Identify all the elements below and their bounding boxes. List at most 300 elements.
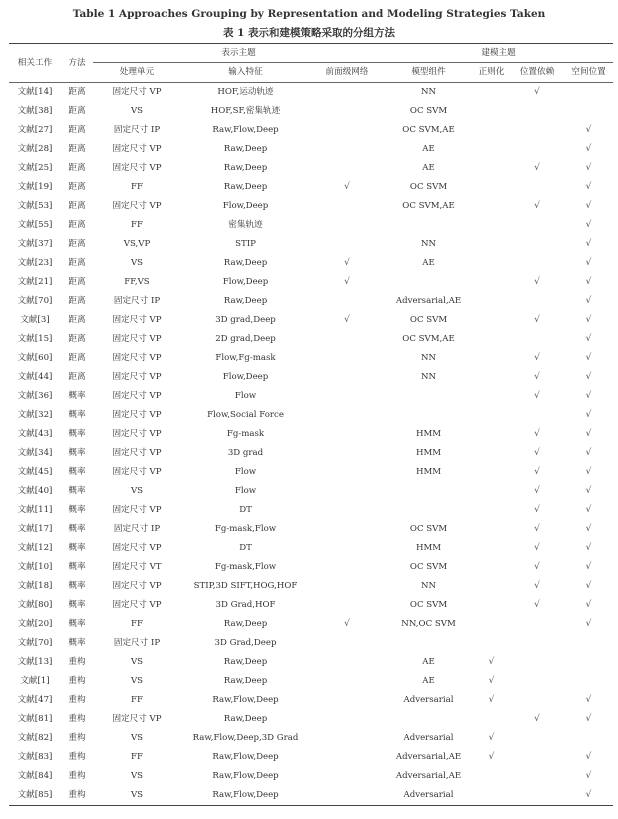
cell-method: 距离 (68, 106, 86, 116)
cell-related-work: 文献[18] (17, 581, 53, 591)
cell-model-component: Adversarial,AE (395, 771, 462, 781)
cell-model-component: NN (421, 87, 437, 97)
table-title-chinese: 表 1 表示和建模策略采取的分组方法 (222, 27, 396, 39)
cell-regularization (473, 368, 510, 387)
cell-regularization (473, 349, 510, 368)
cell-spatial-position: √ (585, 315, 592, 325)
cell-method: 距离 (68, 87, 86, 97)
cell-input-feature: 3D Grad,HOF (215, 600, 276, 610)
cell-model-component: NN (421, 353, 437, 363)
cell-regularization (473, 767, 510, 786)
table-row (9, 387, 613, 406)
table-row (9, 634, 613, 653)
table-row (9, 83, 613, 103)
approaches-table (9, 43, 613, 806)
table-row (9, 159, 613, 178)
header-method: 方法 (61, 44, 93, 83)
cell-input-feature: Raw,Flow,Deep (212, 695, 279, 705)
cell-pre-network (310, 292, 384, 311)
cell-related-work: 文献[3] (20, 315, 50, 325)
cell-spatial-position: √ (585, 201, 592, 211)
cell-regularization (473, 140, 510, 159)
cell-spatial-position: √ (585, 296, 592, 306)
cell-model-component: NN,OC SVM (401, 619, 456, 629)
cell-position-dependency (510, 672, 564, 691)
cell-spatial-position (564, 83, 613, 103)
cell-spatial-position: √ (585, 410, 592, 420)
table-title-english: Table 1 Approaches Grouping by Representation and Modeling Strategies Taken (72, 8, 546, 20)
cell-method: 距离 (68, 125, 86, 135)
cell-spatial-position: √ (585, 581, 592, 591)
cell-method: 概率 (68, 638, 86, 648)
cell-processing-unit: VS (130, 676, 144, 686)
cell-position-dependency: √ (534, 486, 540, 496)
cell-method: 概率 (68, 467, 86, 477)
cell-model-component: HMM (415, 543, 442, 553)
cell-method: 距离 (68, 372, 86, 382)
table-row (9, 254, 613, 273)
cell-related-work: 文献[28] (17, 144, 53, 154)
cell-pre-network (310, 748, 384, 767)
cell-regularization (473, 178, 510, 197)
cell-spatial-position: √ (585, 448, 592, 458)
cell-spatial-position: √ (585, 220, 592, 230)
cell-related-work: 文献[23] (17, 258, 53, 268)
cell-position-dependency: √ (534, 448, 540, 458)
cell-model-component: OC SVM,AE (402, 201, 455, 211)
cell-model-component: OC SVM,AE (402, 334, 455, 344)
cell-position-dependency (510, 254, 564, 273)
cell-related-work: 文献[20] (17, 619, 53, 629)
cell-position-dependency: √ (534, 277, 540, 287)
cell-model-component: NN (421, 372, 437, 382)
table-row (9, 197, 613, 216)
cell-input-feature: Flow,Social Force (207, 410, 284, 420)
cell-model-component (384, 634, 473, 653)
cell-input-feature: Raw,Deep (223, 163, 268, 173)
table-row (9, 520, 613, 539)
cell-model-component: OC SVM,AE (402, 125, 455, 135)
cell-position-dependency (510, 406, 564, 425)
cell-method: 概率 (68, 581, 86, 591)
cell-related-work: 文献[44] (17, 372, 53, 382)
cell-regularization (473, 159, 510, 178)
cell-input-feature: Flow,Fg-mask (215, 353, 276, 363)
cell-spatial-position: √ (585, 334, 592, 344)
header-processing-unit: 处理单元 (93, 63, 181, 83)
cell-processing-unit: 固定尺寸 VP (112, 87, 162, 97)
cell-spatial-position: √ (585, 258, 592, 268)
cell-model-component: HMM (415, 429, 442, 439)
cell-position-dependency (510, 178, 564, 197)
cell-pre-network (310, 710, 384, 729)
cell-processing-unit: FF (131, 182, 143, 192)
cell-regularization: √ (488, 657, 495, 667)
cell-pre-network (310, 102, 384, 121)
cell-related-work: 文献[83] (17, 752, 53, 762)
cell-related-work: 文献[25] (17, 163, 53, 173)
cell-pre-network (310, 672, 384, 691)
cell-position-dependency (510, 729, 564, 748)
cell-position-dependency (510, 235, 564, 254)
cell-position-dependency: √ (534, 163, 540, 173)
cell-processing-unit: 固定尺寸 VP (112, 334, 162, 344)
cell-regularization: √ (488, 752, 495, 762)
cell-position-dependency (510, 786, 564, 806)
cell-regularization (473, 121, 510, 140)
cell-method: 概率 (68, 505, 86, 515)
cell-model-component (384, 482, 473, 501)
cell-related-work: 文献[47] (17, 695, 53, 705)
cell-method: 距离 (68, 163, 86, 173)
cell-spatial-position (564, 672, 613, 691)
cell-method: 重构 (61, 786, 93, 806)
cell-processing-unit: VS (93, 786, 181, 806)
cell-pre-network (310, 786, 384, 806)
cell-position-dependency (510, 634, 564, 653)
cell-position-dependency: √ (534, 372, 540, 382)
cell-processing-unit: 固定尺寸 VP (112, 410, 162, 420)
cell-method: 距离 (68, 201, 86, 211)
cell-spatial-position: √ (585, 695, 592, 705)
cell-related-work: 文献[40] (17, 486, 53, 496)
cell-processing-unit: 固定尺寸 VP (112, 581, 162, 591)
cell-method: 概率 (68, 448, 86, 458)
table-row (9, 767, 613, 786)
cell-related-work: 文献[53] (17, 201, 53, 211)
cell-regularization (473, 330, 510, 349)
cell-method: 重构 (68, 676, 86, 686)
cell-model-component (384, 406, 473, 425)
header-position-dependency: 位置依赖 (510, 63, 564, 83)
cell-processing-unit: 固定尺寸 VP (112, 600, 162, 610)
table-row (9, 235, 613, 254)
cell-processing-unit: 固定尺寸 VP (112, 448, 162, 458)
cell-pre-network (310, 121, 384, 140)
cell-pre-network (310, 634, 384, 653)
cell-processing-unit: VS (130, 486, 144, 496)
cell-position-dependency: √ (534, 201, 540, 211)
cell-spatial-position: √ (585, 277, 592, 287)
cell-related-work: 文献[11] (17, 505, 53, 515)
cell-position-dependency (510, 330, 564, 349)
cell-regularization (473, 406, 510, 425)
cell-input-feature: Flow (234, 467, 257, 477)
cell-input-feature: Raw,Deep (223, 296, 268, 306)
table-row (9, 368, 613, 387)
cell-input-feature: 2D grad,Deep (215, 334, 276, 344)
table-row (9, 786, 613, 806)
cell-spatial-position: √ (585, 714, 592, 724)
cell-processing-unit: FF (131, 619, 143, 629)
cell-spatial-position: √ (585, 600, 592, 610)
cell-processing-unit: 固定尺寸 VP (112, 372, 162, 382)
cell-processing-unit: VS (130, 771, 144, 781)
table-row (9, 463, 613, 482)
cell-regularization (473, 273, 510, 292)
cell-related-work: 文献[43] (17, 429, 53, 439)
cell-processing-unit: 固定尺寸 VP (112, 543, 162, 553)
table-row (9, 501, 613, 520)
cell-input-feature: DT (239, 543, 252, 553)
table-row (9, 102, 613, 121)
cell-processing-unit: FF,VS (124, 277, 150, 287)
cell-model-component (384, 387, 473, 406)
cell-spatial-position (564, 653, 613, 672)
cell-spatial-position: √ (585, 391, 592, 401)
table-row (9, 482, 613, 501)
cell-pre-network (310, 425, 384, 444)
cell-related-work: 文献[32] (17, 410, 53, 420)
cell-processing-unit: FF (131, 752, 143, 762)
cell-processing-unit: 固定尺寸 VP (112, 714, 162, 724)
cell-input-feature: Flow (234, 391, 257, 401)
cell-related-work: 文献[15] (17, 334, 53, 344)
cell-method: 概率 (68, 391, 86, 401)
cell-position-dependency (510, 748, 564, 767)
cell-input-feature: Raw,Flow,Deep (212, 752, 279, 762)
cell-input-feature: Flow,Deep (222, 372, 269, 382)
table-row (9, 748, 613, 767)
cell-related-work: 文献[36] (17, 391, 53, 401)
cell-pre-network: √ (344, 258, 350, 268)
table-row (9, 425, 613, 444)
cell-method: 概率 (68, 543, 86, 553)
cell-related-work: 文献[70] (17, 296, 53, 306)
table-row (9, 672, 613, 691)
cell-model-component: HMM (415, 448, 442, 458)
cell-model-component: Adversarial,AE (395, 296, 462, 306)
cell-position-dependency (510, 292, 564, 311)
cell-regularization (473, 292, 510, 311)
cell-pre-network (310, 197, 384, 216)
cell-input-feature: Raw,Flow,Deep,3D Grad (192, 733, 299, 743)
cell-spatial-position: √ (585, 353, 592, 363)
cell-method: 重构 (68, 714, 86, 724)
cell-input-feature: 3D grad (227, 448, 264, 458)
cell-pre-network (310, 729, 384, 748)
cell-position-dependency: √ (534, 600, 540, 610)
cell-pre-network (310, 349, 384, 368)
cell-spatial-position: √ (585, 144, 592, 154)
table-row (9, 577, 613, 596)
cell-method: 距离 (68, 277, 86, 287)
cell-model-component (384, 710, 473, 729)
header-modeling-group: 建模主题 (384, 44, 613, 63)
cell-model-component: OC SVM (409, 600, 448, 610)
cell-related-work: 文献[82] (17, 733, 53, 743)
cell-input-feature: STIP,3D SIFT,HOG,HOF (193, 581, 298, 591)
cell-spatial-position: √ (585, 752, 592, 762)
header-spatial-position: 空间位置 (564, 63, 613, 83)
header-model-component: 模型组件 (384, 63, 473, 83)
cell-related-work: 文献[21] (17, 277, 53, 287)
cell-method: 距离 (68, 239, 86, 249)
table-row (9, 710, 613, 729)
cell-pre-network: √ (344, 182, 350, 192)
cell-regularization (473, 83, 510, 103)
cell-pre-network (310, 387, 384, 406)
cell-position-dependency: √ (534, 315, 540, 325)
cell-model-component: OC SVM (409, 315, 448, 325)
cell-model-component: AE (422, 163, 435, 173)
cell-processing-unit: FF (131, 695, 143, 705)
cell-input-feature: Raw,Flow,Deep (212, 125, 279, 135)
cell-related-work: 文献[45] (17, 467, 53, 477)
cell-regularization (473, 197, 510, 216)
cell-input-feature: Raw,Deep (223, 258, 268, 268)
cell-pre-network (310, 558, 384, 577)
cell-position-dependency (510, 653, 564, 672)
cell-pre-network (310, 539, 384, 558)
cell-processing-unit: 固定尺寸 VP (112, 467, 162, 477)
cell-position-dependency (510, 121, 564, 140)
table-row (9, 292, 613, 311)
table-row (9, 444, 613, 463)
table-row (9, 691, 613, 710)
cell-pre-network (310, 691, 384, 710)
cell-pre-network: √ (344, 619, 350, 629)
cell-related-work: 文献[27] (17, 125, 53, 135)
cell-regularization (473, 482, 510, 501)
header-input-feature: 输入特征 (181, 63, 310, 83)
cell-related-work: 文献[81] (17, 714, 53, 724)
cell-regularization (473, 558, 510, 577)
cell-regularization (473, 463, 510, 482)
cell-input-feature: Raw,Deep (223, 619, 268, 629)
cell-method: 概率 (68, 524, 86, 534)
cell-input-feature: Raw,Deep (223, 144, 268, 154)
cell-pre-network: √ (344, 277, 350, 287)
table-row (9, 558, 613, 577)
cell-position-dependency: √ (534, 467, 540, 477)
cell-regularization (473, 520, 510, 539)
cell-spatial-position: √ (585, 182, 592, 192)
cell-pre-network (310, 140, 384, 159)
cell-processing-unit: 固定尺寸 VP (112, 201, 162, 211)
cell-position-dependency (510, 615, 564, 634)
header-representation-group: 表示主题 (93, 44, 384, 63)
cell-spatial-position: √ (585, 771, 592, 781)
cell-model-component: AE (422, 657, 435, 667)
cell-regularization (473, 634, 510, 653)
cell-position-dependency: √ (534, 87, 540, 97)
cell-input-feature: Flow (234, 486, 257, 496)
cell-processing-unit: VS (130, 258, 144, 268)
cell-spatial-position: √ (585, 429, 592, 439)
cell-processing-unit: 固定尺寸 IP (113, 524, 161, 534)
cell-input-feature: Flow,Deep (222, 277, 269, 287)
cell-regularization (473, 539, 510, 558)
cell-processing-unit: 固定尺寸 VP (112, 391, 162, 401)
cell-input-feature: Fg-mask,Flow (214, 562, 277, 572)
cell-related-work: 文献[84] (17, 771, 53, 781)
cell-pre-network (310, 368, 384, 387)
cell-input-feature: 3D grad,Deep (215, 315, 276, 325)
cell-position-dependency (510, 216, 564, 235)
cell-regularization (473, 710, 510, 729)
cell-pre-network (310, 767, 384, 786)
cell-processing-unit: VS,VP (123, 239, 151, 249)
cell-regularization (473, 254, 510, 273)
cell-related-work: 文献[14] (17, 87, 53, 97)
cell-regularization (473, 425, 510, 444)
cell-model-component (384, 501, 473, 520)
cell-processing-unit: FF (131, 220, 143, 230)
cell-input-feature: 3D Grad,Deep (214, 638, 277, 648)
cell-model-component: AE (422, 144, 435, 154)
cell-spatial-position: √ (585, 125, 592, 135)
cell-input-feature: Raw,Flow,Deep (181, 786, 310, 806)
cell-regularization (473, 444, 510, 463)
cell-pre-network (310, 653, 384, 672)
cell-method: 概率 (68, 429, 86, 439)
cell-related-work: 文献[12] (17, 543, 53, 553)
cell-input-feature: Raw,Deep (223, 676, 268, 686)
cell-model-component (384, 216, 473, 235)
cell-method: 概率 (68, 619, 86, 629)
cell-input-feature: DT (239, 505, 252, 515)
cell-related-work: 文献[17] (17, 524, 53, 534)
cell-related-work: 文献[38] (17, 106, 53, 116)
cell-spatial-position: √ (564, 786, 613, 806)
cell-method: 距离 (68, 315, 86, 325)
cell-processing-unit: VS (130, 106, 144, 116)
cell-processing-unit: 固定尺寸 VP (112, 163, 162, 173)
cell-pre-network (310, 501, 384, 520)
table-row (9, 596, 613, 615)
cell-related-work: 文献[13] (17, 657, 53, 667)
cell-regularization (473, 615, 510, 634)
cell-method: 重构 (68, 752, 86, 762)
cell-model-component: AE (422, 258, 435, 268)
cell-pre-network (310, 520, 384, 539)
cell-input-feature: Raw,Flow,Deep (212, 771, 279, 781)
cell-model-component: OC SVM (409, 182, 448, 192)
cell-spatial-position: √ (585, 486, 592, 496)
cell-model-component: Adversarial (403, 733, 454, 743)
cell-processing-unit: 固定尺寸 VP (112, 144, 162, 154)
cell-pre-network (310, 330, 384, 349)
cell-position-dependency: √ (534, 429, 540, 439)
cell-processing-unit: 固定尺寸 IP (113, 296, 161, 306)
cell-input-feature: Fg-mask (226, 429, 265, 439)
header-related-work: 相关工作 (9, 44, 61, 83)
cell-input-feature: Raw,Deep (223, 657, 268, 667)
cell-method: 距离 (68, 144, 86, 154)
cell-method: 距离 (68, 334, 86, 344)
cell-related-work: 文献[70] (17, 638, 53, 648)
cell-input-feature: Raw,Deep (223, 714, 268, 724)
cell-regularization (473, 786, 510, 806)
cell-model-component: Adversarial (403, 695, 454, 705)
cell-regularization (473, 311, 510, 330)
cell-related-work: 文献[19] (17, 182, 53, 192)
cell-position-dependency: √ (534, 562, 540, 572)
cell-method: 概率 (68, 562, 86, 572)
cell-input-feature: Raw,Deep (223, 182, 268, 192)
cell-model-component: AE (422, 676, 435, 686)
cell-related-work: 文献[55] (17, 220, 53, 230)
cell-processing-unit: 固定尺寸 VP (112, 429, 162, 439)
cell-method: 距离 (68, 258, 86, 268)
cell-pre-network (310, 216, 384, 235)
table-row (9, 216, 613, 235)
cell-method: 重构 (68, 657, 86, 667)
cell-spatial-position: √ (585, 372, 592, 382)
cell-regularization: √ (488, 695, 495, 705)
table-row (9, 349, 613, 368)
